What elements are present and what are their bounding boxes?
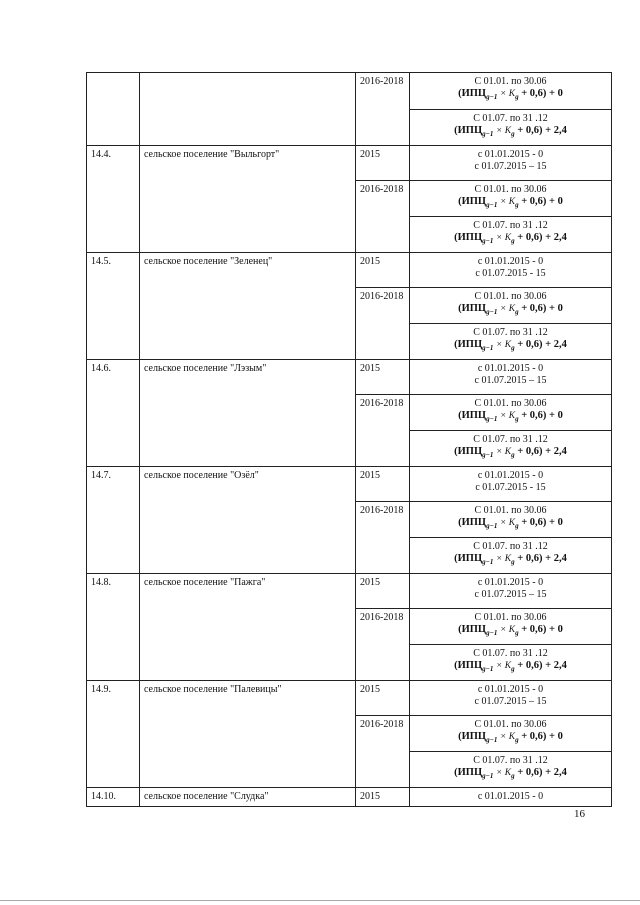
row-number-cell: 14.5. (87, 253, 140, 360)
formula: $(ИПЦ_{g-1} \times K_g + 0,6) + 2,4$ (454, 767, 567, 781)
formula: $(ИПЦ_{g-1} \times K_g + 0,6) + 2,4$ (454, 125, 567, 139)
settlement-name-cell: сельское поселение "Зеленец" (140, 253, 356, 360)
row-number-cell: 14.10. (87, 788, 140, 807)
row-number-cell: 14.4. (87, 146, 140, 253)
tariff-table-body (87, 73, 612, 807)
tariff-table (86, 72, 612, 807)
year-cell: 2015 (356, 788, 410, 807)
first-half-cell: С 01.01. по 30.06 $(ИПЦ_{g-1} \times K_g + 0,6) + 0$ (410, 716, 612, 752)
first-half-cell: С 01.01. по 30.06 $(ИПЦ_{g-1} \times K_g + 0,6) + 0$ (410, 395, 612, 431)
year-range-cell: 2016-2018 (356, 73, 410, 146)
table-row (87, 574, 612, 609)
table-row (87, 467, 612, 502)
year-range-cell: 2016-2018 (356, 181, 410, 253)
row-number-cell: 14.6. (87, 360, 140, 467)
year-range-cell: 2016-2018 (356, 502, 410, 574)
row-number-cell: 14.9. (87, 681, 140, 788)
year-range-cell: 2016-2018 (356, 716, 410, 788)
formula: $(ИПЦ_{g-1} \times K_g + 0,6) + 2,4$ (454, 339, 567, 353)
settlement-name-cell: сельское поселение "Выльгорт" (140, 146, 356, 253)
year-range-cell: 2016-2018 (356, 395, 410, 467)
second-half-cell: С 01.07. по 31 .12 $(ИПЦ_{g-1} \times K_g + 0,6) + 2,4$ (410, 752, 612, 788)
page-bottom-edge (0, 900, 640, 901)
second-half-cell: С 01.07. по 31 .12 $(ИПЦ_{g-1} \times K_g + 0,6) + 2,4$ (410, 431, 612, 467)
table-row (87, 253, 612, 288)
formula: $(ИПЦ_{g-1} \times K_g + 0,6) + 0$ (458, 303, 563, 317)
settlement-name-cell (140, 73, 356, 146)
second-half-cell: С 01.07. по 31 .12 $(ИПЦ_{g-1} \times K_g + 0,6) + 2,4$ (410, 110, 612, 146)
formula: $(ИПЦ_{g-1} \times K_g + 0,6) + 2,4$ (454, 660, 567, 674)
table-row (87, 681, 612, 716)
settlement-name-cell: сельское поселение "Лэзым" (140, 360, 356, 467)
year-2015-value-cell: с 01.01.2015 - 0 с 01.07.2015 – 15 (410, 574, 612, 609)
settlement-name-cell: сельское поселение "Палевицы" (140, 681, 356, 788)
table-row (87, 360, 612, 395)
year-cell: 2015 (356, 574, 410, 609)
year-cell: 2015 (356, 146, 410, 181)
formula: $(ИПЦ_{g-1} \times K_g + 0,6) + 0$ (458, 410, 563, 424)
settlement-name-cell: сельское поселение "Слудка" (140, 788, 356, 807)
row-number-cell: 14.7. (87, 467, 140, 574)
year-2015-value-cell: с 01.01.2015 - 0 (410, 788, 612, 807)
table-row (87, 146, 612, 181)
year-range-cell: 2016-2018 (356, 609, 410, 681)
settlement-name-cell: сельское поселение "Озёл" (140, 467, 356, 574)
table-row (87, 73, 612, 110)
year-cell: 2015 (356, 360, 410, 395)
formula: $(ИПЦ_{g-1} \times K_g + 0,6) + 0$ (458, 624, 563, 638)
formula: $(ИПЦ_{g-1} \times K_g + 0,6) + 0$ (458, 196, 563, 210)
page-number: 16 (574, 808, 585, 820)
year-2015-value-cell: с 01.01.2015 - 0 с 01.07.2015 – 15 (410, 146, 612, 181)
formula: $(ИПЦ_{g-1} \times K_g + 0,6) + 2,4$ (454, 553, 567, 567)
formula: $(ИПЦ_{g-1} \times K_g + 0,6) + 2,4$ (454, 232, 567, 246)
first-half-cell: С 01.01. по 30.06 $(ИПЦ_{g-1} \times K_g + 0,6) + 0$ (410, 288, 612, 324)
formula: $(ИПЦ_{g-1} \times K_g + 0,6) + 0$ (458, 88, 563, 102)
formula: $(ИПЦ_{g-1} \times K_g + 0,6) + 0$ (458, 517, 563, 531)
row-number-cell (87, 73, 140, 146)
formula: $(ИПЦ_{g-1} \times K_g + 0,6) + 0$ (458, 731, 563, 745)
second-half-cell: С 01.07. по 31 .12 $(ИПЦ_{g-1} \times K_g + 0,6) + 2,4$ (410, 645, 612, 681)
year-2015-value-cell: с 01.01.2015 - 0 с 01.07.2015 - 15 (410, 253, 612, 288)
year-cell: 2015 (356, 253, 410, 288)
settlement-name-cell: сельское поселение "Пажга" (140, 574, 356, 681)
year-2015-value-cell: с 01.01.2015 - 0 с 01.07.2015 – 15 (410, 681, 612, 716)
table-row (87, 788, 612, 807)
first-half-cell: С 01.01. по 30.06 $(ИПЦ_{g-1} \times K_g + 0,6) + 0$ (410, 73, 612, 110)
formula: $(ИПЦ_{g-1} \times K_g + 0,6) + 2,4$ (454, 446, 567, 460)
year-cell: 2015 (356, 467, 410, 502)
year-2015-value-cell: с 01.01.2015 - 0 с 01.07.2015 – 15 (410, 360, 612, 395)
second-half-cell: С 01.07. по 31 .12 $(ИПЦ_{g-1} \times K_g + 0,6) + 2,4$ (410, 324, 612, 360)
year-cell: 2015 (356, 681, 410, 716)
first-half-cell: С 01.01. по 30.06 $(ИПЦ_{g-1} \times K_g + 0,6) + 0$ (410, 609, 612, 645)
year-2015-value-cell: с 01.01.2015 - 0 с 01.07.2015 - 15 (410, 467, 612, 502)
first-half-cell: С 01.01. по 30.06 $(ИПЦ_{g-1} \times K_g + 0,6) + 0$ (410, 502, 612, 538)
second-half-cell: С 01.07. по 31 .12 $(ИПЦ_{g-1} \times K_g + 0,6) + 2,4$ (410, 538, 612, 574)
second-half-cell: С 01.07. по 31 .12 $(ИПЦ_{g-1} \times K_g + 0,6) + 2,4$ (410, 217, 612, 253)
first-half-cell: С 01.01. по 30.06 $(ИПЦ_{g-1} \times K_g + 0,6) + 0$ (410, 181, 612, 217)
year-range-cell: 2016-2018 (356, 288, 410, 360)
row-number-cell: 14.8. (87, 574, 140, 681)
